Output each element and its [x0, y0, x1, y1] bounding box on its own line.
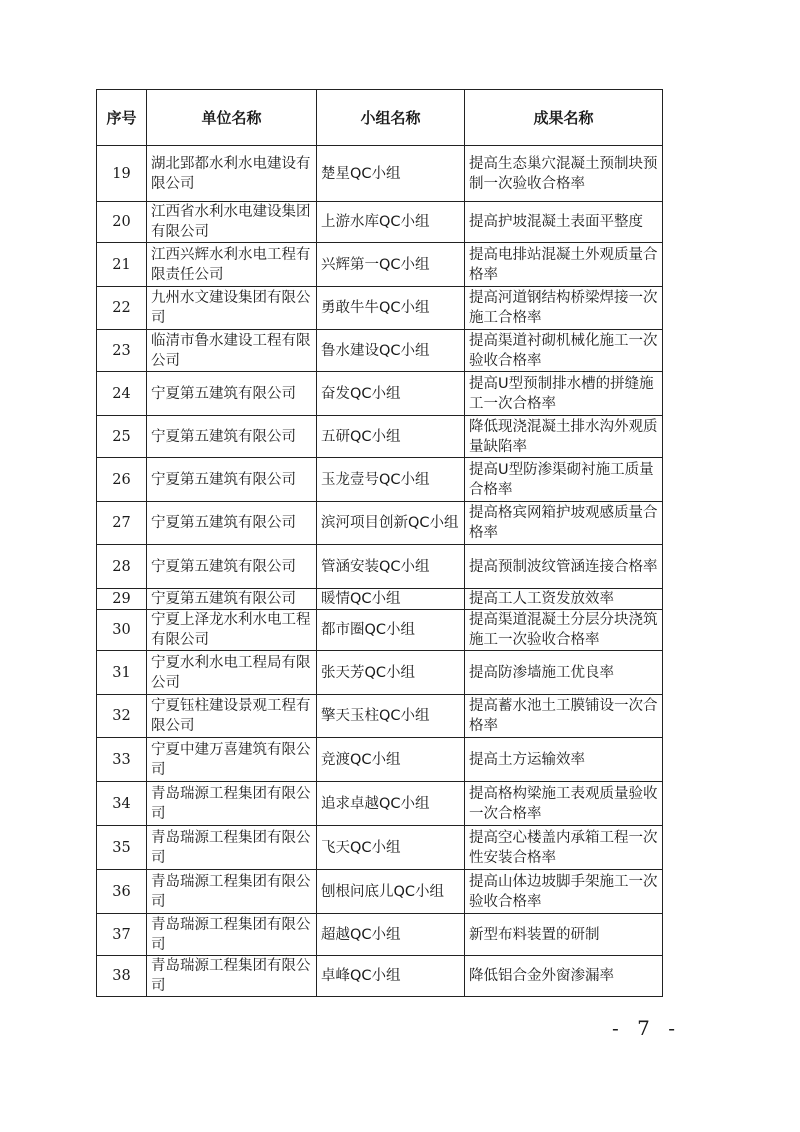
table-row — [97, 826, 663, 870]
row-index: 23 — [97, 330, 147, 372]
row-index: 37 — [97, 914, 147, 956]
result-name-cell: 提高格构梁施工表观质量验收一次合格率 — [465, 782, 663, 826]
group-name-cell: 竞渡QC小组 — [317, 738, 465, 782]
row-index: 25 — [97, 416, 147, 458]
unit-name-cell: 宁夏第五建筑有限公司 — [147, 416, 317, 458]
unit-name-cell: 宁夏第五建筑有限公司 — [147, 372, 317, 416]
group-name-cell: 暖情QC小组 — [317, 589, 465, 610]
result-name-cell: 新型布料装置的研制 — [465, 914, 663, 956]
table-header-row — [97, 90, 663, 146]
unit-name-cell: 青岛瑞源工程集团有限公司 — [147, 870, 317, 914]
table-row — [97, 372, 663, 416]
group-name-cell: 超越QC小组 — [317, 914, 465, 956]
header-group-name: 小组名称 — [317, 90, 465, 146]
group-name-cell: 卓峰QC小组 — [317, 956, 465, 997]
group-name-cell: 管涵安装QC小组 — [317, 545, 465, 589]
table-row — [97, 610, 663, 651]
unit-name-cell: 湖北郢都水利水电建设有限公司 — [147, 146, 317, 202]
unit-name-cell: 青岛瑞源工程集团有限公司 — [147, 914, 317, 956]
result-name-cell: 提高格宾网箱护坡观感质量合格率 — [465, 502, 663, 545]
row-index: 29 — [97, 589, 147, 610]
row-index: 24 — [97, 372, 147, 416]
row-index: 30 — [97, 610, 147, 651]
group-name-cell: 楚星QC小组 — [317, 146, 465, 202]
row-index: 31 — [97, 651, 147, 695]
row-index: 26 — [97, 458, 147, 502]
unit-name-cell: 青岛瑞源工程集团有限公司 — [147, 826, 317, 870]
result-name-cell: 提高空心楼盖内承箱工程一次性安装合格率 — [465, 826, 663, 870]
result-name-cell: 提高蓄水池土工膜铺设一次合格率 — [465, 695, 663, 738]
result-name-cell: 提高U型预制排水槽的拼缝施工一次合格率 — [465, 372, 663, 416]
result-name-cell: 提高防渗墙施工优良率 — [465, 651, 663, 695]
row-index: 34 — [97, 782, 147, 826]
unit-name-cell: 青岛瑞源工程集团有限公司 — [147, 956, 317, 997]
group-name-cell: 鲁水建设QC小组 — [317, 330, 465, 372]
result-name-cell: 提高土方运输效率 — [465, 738, 663, 782]
unit-name-cell: 宁夏第五建筑有限公司 — [147, 458, 317, 502]
group-name-cell: 滨河项目创新QC小组 — [317, 502, 465, 545]
group-name-cell: 飞天QC小组 — [317, 826, 465, 870]
results-table — [96, 89, 663, 997]
header-unit-name: 单位名称 — [147, 90, 317, 146]
table-row — [97, 416, 663, 458]
table-row — [97, 589, 663, 610]
row-index: 27 — [97, 502, 147, 545]
unit-name-cell: 宁夏第五建筑有限公司 — [147, 502, 317, 545]
row-index: 32 — [97, 695, 147, 738]
table-row — [97, 870, 663, 914]
group-name-cell: 奋发QC小组 — [317, 372, 465, 416]
table-row — [97, 330, 663, 372]
unit-name-cell: 宁夏上泽龙水利水电工程有限公司 — [147, 610, 317, 651]
result-name-cell: 提高护坡混凝土表面平整度 — [465, 202, 663, 243]
page-number: - 7 - — [612, 1016, 681, 1040]
unit-name-cell: 江西省水利水电建设集团有限公司 — [147, 202, 317, 243]
table-row — [97, 545, 663, 589]
unit-name-cell: 宁夏水利水电工程局有限公司 — [147, 651, 317, 695]
header-index: 序号 — [97, 90, 147, 146]
group-name-cell: 张天芳QC小组 — [317, 651, 465, 695]
table-row — [97, 502, 663, 545]
table-row — [97, 243, 663, 287]
row-index: 35 — [97, 826, 147, 870]
table-row — [97, 651, 663, 695]
unit-name-cell: 宁夏钰柱建设景观工程有限公司 — [147, 695, 317, 738]
unit-name-cell: 九州水文建设集团有限公司 — [147, 287, 317, 330]
table-row — [97, 146, 663, 202]
row-index: 19 — [97, 146, 147, 202]
unit-name-cell: 宁夏第五建筑有限公司 — [147, 589, 317, 610]
group-name-cell: 兴辉第一QC小组 — [317, 243, 465, 287]
unit-name-cell: 临清市鲁水建设工程有限公司 — [147, 330, 317, 372]
row-index: 33 — [97, 738, 147, 782]
row-index: 28 — [97, 545, 147, 589]
unit-name-cell: 江西兴辉水利水电工程有限责任公司 — [147, 243, 317, 287]
group-name-cell: 玉龙壹号QC小组 — [317, 458, 465, 502]
row-index: 20 — [97, 202, 147, 243]
table-row — [97, 202, 663, 243]
table-row — [97, 914, 663, 956]
row-index: 36 — [97, 870, 147, 914]
group-name-cell: 上游水库QC小组 — [317, 202, 465, 243]
table-row — [97, 458, 663, 502]
result-name-cell: 提高预制波纹管涵连接合格率 — [465, 545, 663, 589]
unit-name-cell: 青岛瑞源工程集团有限公司 — [147, 782, 317, 826]
result-name-cell: 提高电排站混凝土外观质量合格率 — [465, 243, 663, 287]
group-name-cell: 刨根问底儿QC小组 — [317, 870, 465, 914]
result-name-cell: 降低铝合金外窗渗漏率 — [465, 956, 663, 997]
result-name-cell: 提高渠道衬砌机械化施工一次验收合格率 — [465, 330, 663, 372]
group-name-cell: 追求卓越QC小组 — [317, 782, 465, 826]
result-name-cell: 提高U型防渗渠砌衬施工质量合格率 — [465, 458, 663, 502]
group-name-cell: 五研QC小组 — [317, 416, 465, 458]
table-row — [97, 695, 663, 738]
row-index: 22 — [97, 287, 147, 330]
table-row — [97, 782, 663, 826]
result-name-cell: 提高山体边坡脚手架施工一次验收合格率 — [465, 870, 663, 914]
unit-name-cell: 宁夏中建万喜建筑有限公司 — [147, 738, 317, 782]
row-index: 21 — [97, 243, 147, 287]
result-name-cell: 提高工人工资发放效率 — [465, 589, 663, 610]
result-name-cell: 提高生态巢穴混凝土预制块预制一次验收合格率 — [465, 146, 663, 202]
table-row — [97, 287, 663, 330]
group-name-cell: 勇敢牛牛QC小组 — [317, 287, 465, 330]
table-row — [97, 956, 663, 997]
header-result-name: 成果名称 — [465, 90, 663, 146]
group-name-cell: 擎天玉柱QC小组 — [317, 695, 465, 738]
group-name-cell: 都市圈QC小组 — [317, 610, 465, 651]
result-name-cell: 降低现浇混凝土排水沟外观质量缺陷率 — [465, 416, 663, 458]
row-index: 38 — [97, 956, 147, 997]
unit-name-cell: 宁夏第五建筑有限公司 — [147, 545, 317, 589]
result-name-cell: 提高渠道混凝土分层分块浇筑施工一次验收合格率 — [465, 610, 663, 651]
table-row — [97, 738, 663, 782]
result-name-cell: 提高河道钢结构桥梁焊接一次施工合格率 — [465, 287, 663, 330]
